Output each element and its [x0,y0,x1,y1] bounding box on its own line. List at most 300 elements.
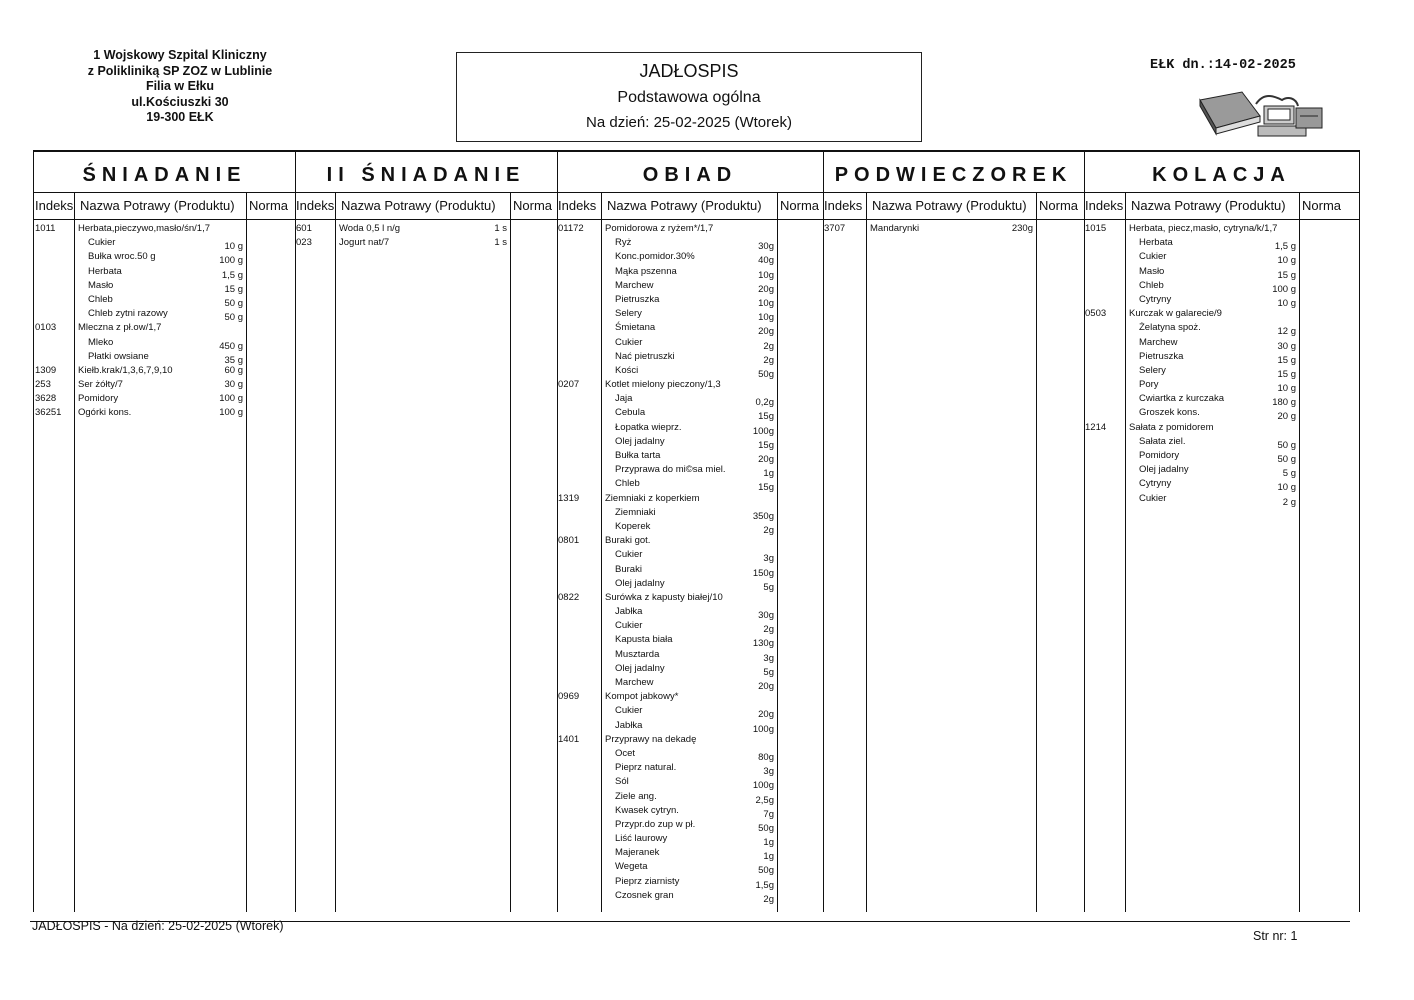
hospital-line: Filia w Ełku [145,79,215,93]
row-name: Jabłka [615,606,643,618]
row-name: Cukier [615,705,643,717]
hospital-line: ul.Kościuszki 30 [131,94,229,109]
column-header-name: Nazwa Potrawy (Produktu) [341,198,496,213]
row-norm: 15g [758,411,774,423]
row-norm: 10 g [1277,383,1296,395]
hospital-line: 1 Wojskowy Szpital Kliniczny [93,48,267,62]
row-index: 0822 [558,591,580,603]
row-name: Ziele ang. [615,790,657,802]
column-header-row [823,193,1084,220]
row-index: 1401 [558,733,580,745]
row-name: Pieprz natural. [615,762,677,774]
row-name: Herbata [88,265,122,277]
table-row [557,435,823,449]
table-row [1084,435,1359,449]
table-row [1084,406,1359,423]
row-name: Ser żółty/7 [78,379,123,391]
column-header-name: Nazwa Potrawy (Produktu) [872,198,1027,213]
row-name: Chleb [1139,279,1164,291]
column-divider [1036,192,1037,912]
row-name: Chleb [88,293,113,305]
column-header-norm: Norma [1302,198,1342,213]
table-row [557,790,823,804]
row-norm: 10g [758,297,774,309]
row-norm: 100g [752,780,774,792]
table-row [1084,236,1359,253]
column-header-name: Nazwa Potrawy (Produktu) [607,198,762,213]
table-row [557,392,823,409]
meal-section [557,152,824,912]
meal-rows [557,222,823,903]
table-row [557,222,823,236]
row-norm: 1g [763,468,774,480]
row-name: Wegeta [615,861,648,873]
row-index: 1309 [35,364,57,376]
table-row [557,818,823,832]
page-title: JADŁOSPIS [639,61,739,81]
row-name: Ziemniaki [615,506,656,518]
row-norm: 1 s [494,237,507,249]
row-name: Mleko [88,336,114,348]
row-norm: 150g [752,567,774,579]
row-norm: 80g [758,751,774,763]
row-norm: 12 g [1277,326,1296,338]
row-norm: 100g [752,723,774,735]
row-name: Herbata,pieczywo,masło/śn/1,7 [78,223,211,234]
row-name: Sól [615,776,629,788]
row-name: Ocet [615,747,636,759]
row-name: Marchew [615,677,654,688]
table-row [557,804,823,818]
table-row [557,449,823,463]
row-norm: 20g [758,681,774,692]
column-header-index: Indeks [558,198,597,213]
column-header-norm: Norma [1039,198,1079,213]
hospital-line: z Polikliniką SP ZOZ w Lublinie [87,63,273,78]
row-norm: 5g [763,666,774,678]
table-row [823,222,1084,236]
row-norm: 20g [758,326,774,338]
table-row [557,676,823,690]
row-norm: 2g [763,354,774,366]
row-index: 023 [296,237,312,249]
row-name: Żelatyna spoż. [1139,322,1201,334]
row-norm: 130g [752,638,774,650]
row-index: 0503 [1085,308,1107,320]
meal-section [34,152,296,912]
table-row [295,222,557,236]
row-name: Olej jadalny [615,577,665,589]
row-norm: 3g [763,553,774,565]
table-row [1084,350,1359,364]
row-name: Sałata z pomidorem [1129,421,1214,433]
row-name: Łopatka wieprz. [615,421,682,433]
table-row [34,321,295,335]
column-header-norm: Norma [249,198,289,213]
row-name: Woda 0,5 l n/g [339,223,401,234]
table-row [557,548,823,565]
meal-section [823,152,1085,912]
row-name: Kości [615,364,639,376]
row-name: Cebula [615,407,646,419]
row-name: Przyprawy na dekadę [605,733,697,745]
column-header-index: Indeks [35,198,74,213]
row-name: Śmietana [615,322,656,334]
row-name: Pory [1139,379,1159,391]
row-norm: 50 g [224,297,243,309]
row-name: Bułka wroc.50 g [88,251,156,263]
row-norm: 15g [758,439,774,451]
table-row [557,832,823,849]
column-header-row [557,193,823,220]
row-norm: 20g [758,454,774,465]
row-norm: 2,5g [755,794,774,806]
meal-title: OBIAD [557,152,823,193]
column-divider [510,192,511,912]
row-name: Jabłka [615,719,643,731]
row-norm: 350g [752,510,774,522]
row-norm: 7g [763,808,774,820]
table-row [1084,279,1359,293]
row-norm: 450 g [219,340,243,352]
table-row [557,406,823,423]
table-row [1084,222,1359,236]
row-norm: 0,2g [755,397,774,409]
row-norm: 1,5 g [221,269,243,281]
table-row [557,336,823,350]
row-index: 0103 [35,322,57,334]
row-name: Kwasek cytryn. [615,804,679,816]
hospital-line: 19-300 EŁK [146,110,214,124]
table-row [557,250,823,267]
row-name: Pomidorowa z ryżem*/1,7 [605,223,714,234]
row-norm: 15g [758,482,774,494]
row-name: Musztarda [615,648,660,660]
row-name: Ziemniaki z koperkiem [605,492,700,504]
row-name: Przyprawa do mi©sa miel. [615,464,726,476]
row-norm: 10g [758,269,774,281]
meal-section [1084,152,1359,912]
meal-rows [1084,222,1359,506]
row-name: Masło [1139,265,1165,277]
row-norm: 10 g [1277,255,1296,267]
table-row [34,265,295,279]
table-row [557,889,823,903]
row-name: Surówka z kapusty białej/10 [605,591,723,603]
row-index: 1015 [1085,223,1107,234]
meal-title: PODWIECZOREK [823,152,1084,193]
column-header-norm: Norma [780,198,820,213]
table-row [34,336,295,350]
row-name: Chleb [615,478,640,490]
row-norm: 20 g [1277,411,1296,423]
row-norm: 100 g [219,393,243,405]
table-row [557,378,823,392]
row-name: Groszek kons. [1139,407,1200,419]
table-row [34,392,295,406]
column-divider [335,192,336,912]
row-name: Liść laurowy [615,833,668,845]
table-row [1084,307,1359,321]
row-norm: 50g [758,865,774,877]
row-norm: 30g [758,241,774,253]
title-box [456,52,922,142]
row-name: Selery [615,308,642,320]
table-row [34,293,295,307]
row-name: Cytryny [1139,293,1172,305]
table-row [1084,265,1359,279]
row-name: Mleczna z pł.ow/1,7 [78,322,162,334]
table-row [34,222,295,236]
column-header-index: Indeks [296,198,335,213]
meal-title: II ŚNIADANIE [295,152,557,193]
row-norm: 50g [758,822,774,834]
table-row [34,307,295,324]
row-name: Nać pietruszki [615,350,675,362]
row-norm: 3g [763,652,774,664]
table-row [557,307,823,324]
table-row [557,421,823,435]
row-name: Cukier [615,549,643,561]
table-row [557,506,823,520]
issue-date: EŁK dn.:14-02-2025 [1150,58,1296,73]
row-norm: 2g [763,624,774,636]
row-norm: 1 s [494,223,507,234]
row-norm: 20g [758,709,774,721]
row-norm: 1g [763,837,774,849]
row-norm: 10 g [1277,297,1296,309]
row-name: Cukier [1139,251,1167,263]
table-row [557,563,823,577]
table-row [557,293,823,307]
row-name: Herbata, piecz,masło, cytryna/k/1,7 [1129,223,1278,234]
table-row [557,350,823,364]
books-computer-icon [1198,86,1328,142]
meal-rows [823,222,1084,236]
row-norm: 2g [763,893,774,905]
table-row [557,477,823,494]
menu-date: Na dzień: 25-02-2025 (Wtorek) [586,114,792,131]
row-index: 3628 [35,393,57,405]
row-norm: 15 g [1277,368,1296,380]
row-name: Pomidory [78,393,119,405]
meal-title: KOLACJA [1084,152,1359,193]
row-index: 253 [35,379,51,391]
row-norm: 100 g [1272,283,1296,295]
table-row [557,875,823,889]
table-row [557,492,823,506]
row-name: Płatki owsiane [88,350,149,362]
row-name: Cwiartka z kurczaka [1139,393,1224,405]
table-row [295,236,557,250]
table-row [1084,378,1359,395]
table-row [557,860,823,877]
row-name: Olej jadalny [615,435,665,447]
row-norm: 5g [763,581,774,593]
row-name: Kotlet mielony pieczony/1,3 [605,379,721,391]
row-norm: 60 g [224,364,243,376]
column-header-index: Indeks [1085,198,1124,213]
row-index: 1214 [1085,421,1107,433]
table-row [34,364,295,378]
meal-section [295,152,558,912]
table-row [557,690,823,704]
table-row [1084,364,1359,378]
column-header-norm: Norma [513,198,553,213]
row-index: 1011 [35,223,56,234]
row-norm: 15 g [1277,354,1296,366]
table-row [557,719,823,733]
row-norm: 10 g [224,241,243,253]
row-name: Jaja [615,393,633,405]
row-name: Chleb zytni razowy [88,308,168,320]
row-name: Olej jadalny [615,662,665,674]
table-row [557,633,823,650]
meal-title: ŚNIADANIE [34,152,295,193]
table-row [34,378,295,392]
table-row [1084,392,1359,409]
row-norm: 2g [763,524,774,536]
row-name: Konc.pomidor.30% [615,251,695,263]
row-norm: 20g [758,283,774,295]
column-divider [866,192,867,912]
row-index: 3707 [824,223,846,234]
table-row [557,236,823,253]
row-norm: 100g [752,425,774,437]
column-header-name: Nazwa Potrawy (Produktu) [80,198,235,213]
row-name: Mandarynki [870,223,920,234]
row-norm: 15 g [1277,269,1296,281]
row-norm: 230g [1011,223,1033,234]
table-row [557,747,823,761]
menu-table [33,150,1360,912]
table-row [557,733,823,747]
table-row [34,250,295,267]
row-name: Kiełb.krak/1,3,6,7,9,10 [78,364,173,376]
row-norm: 30 g [1277,340,1296,352]
table-row [557,265,823,279]
row-name: Marchew [1139,336,1178,348]
row-name: Pietruszka [1139,350,1184,362]
row-name: Cukier [615,336,643,348]
row-name: Majeranek [615,847,660,859]
hospital-address [60,48,300,126]
row-index: 36251 [35,407,62,419]
table-row [557,279,823,293]
row-norm: 5 g [1282,468,1296,480]
row-name: Masło [88,279,114,291]
column-header-index: Indeks [824,198,863,213]
row-name: Kurczak w galarecie/9 [1129,308,1222,320]
table-row [557,605,823,622]
row-index: 601 [296,223,312,234]
row-name: Cukier [1139,492,1167,504]
table-row [557,577,823,591]
table-row [557,591,823,605]
table-row [1084,250,1359,267]
row-name: Herbata [1139,237,1173,249]
menu-type: Podstawowa ogólna [617,89,761,106]
row-norm: 50 g [224,312,243,324]
row-name: Koperek [615,520,651,532]
row-name: Marchew [615,279,654,291]
table-row [34,350,295,364]
row-name: Pomidory [1139,450,1180,461]
table-row [1084,421,1359,435]
row-name: Buraki [615,563,642,575]
row-name: Ogórki kons. [78,407,132,419]
column-header-name: Nazwa Potrawy (Produktu) [1131,198,1286,213]
row-name: Selery [1139,364,1166,376]
page-number: Str nr: 1 [1253,929,1298,943]
table-row [1084,336,1359,350]
row-norm: 1,5 g [1274,241,1296,253]
row-name: Kapusta biała [615,634,673,646]
row-norm: 1g [763,851,774,863]
row-index: 0969 [558,691,580,703]
table-row [34,406,295,420]
table-row [34,279,295,293]
table-row [557,619,823,636]
table-row [557,704,823,721]
row-norm: 50 g [1277,439,1296,451]
row-name: Kompot jabkowy* [605,691,679,703]
table-row [557,534,823,548]
row-index: 1319 [558,492,580,504]
table-row [34,236,295,253]
row-name: Bułka tarta [615,450,661,461]
row-norm: 30 g [224,379,243,391]
table-row [557,846,823,863]
row-norm: 15 g [224,283,243,295]
row-norm: 40g [758,255,774,267]
row-name: Ryż [615,237,632,249]
table-row [557,761,823,778]
row-index: 0207 [558,379,580,391]
meal-rows [34,222,295,421]
table-row [1084,492,1359,506]
table-row [1084,293,1359,307]
row-name: Olej jadalny [1139,464,1189,476]
row-index: 0801 [558,535,580,547]
row-index: 01172 [558,223,584,234]
row-norm: 2 g [1282,496,1296,508]
table-row [557,662,823,676]
table-row [1084,321,1359,338]
row-norm: 100 g [219,255,243,267]
row-name: Buraki got. [605,535,651,547]
table-row [1084,449,1359,463]
row-norm: 50 g [1277,454,1296,465]
table-row [557,775,823,792]
table-row [1084,477,1359,494]
row-name: Cukier [88,237,116,249]
row-norm: 3g [763,766,774,778]
row-norm: 2g [763,340,774,352]
row-norm: 30g [758,610,774,622]
table-row [557,648,823,662]
row-norm: 10g [758,312,774,324]
row-norm: 180 g [1272,397,1296,409]
row-name: Pieprz ziarnisty [615,875,680,887]
row-name: Cytryny [1139,478,1172,490]
table-row [557,463,823,480]
row-name: Jogurt nat/7 [339,237,390,249]
table-row [557,364,823,378]
table-row [1084,463,1359,480]
row-name: Cukier [615,620,643,632]
footer-text: JADŁOSPIS - Na dzień: 25-02-2025 (Wtorek) [32,919,284,933]
